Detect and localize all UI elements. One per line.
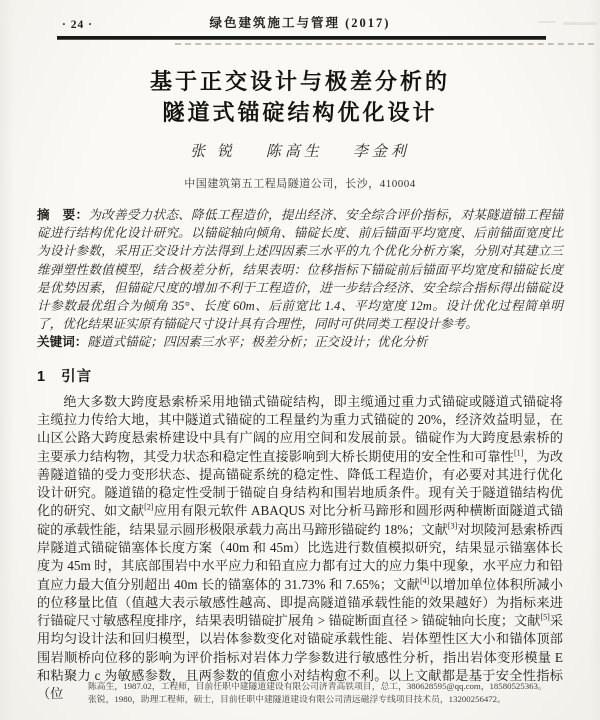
abstract (37, 206, 563, 333)
keywords-label: 关键词： (37, 335, 88, 350)
keywords-text: 隧道式锚碇；四因素三水平；极差分析；正交设计；优化分析 (87, 335, 428, 350)
footnote-separator (106, 674, 120, 676)
header-rule (57, 36, 546, 39)
author-3: 李金利 (352, 144, 410, 160)
keywords (37, 333, 563, 351)
section-number: 1 (37, 368, 47, 385)
abstract-text: 为改善受力状态、降低工程造价，提出经济、安全综合评价指标，对某隧道锚工程锚碇进行结构优化设计研究。以锚碇轴向倾角、锚碇长度、前后锚面平均宽度、后前锚面宽度比为设计参数，采用正交设计方法得到上述四因素三水平的九个优化分析方案，分别对其建立三维弹塑性数值模型，结合极差分析，结果表明：位移指标下锚碇前后锚面平均宽度和锚碇长度是优势因素，但锚碇尺度的增加不利于工程造价，进一步结合经济、安全综合指标得出锚碇设计参数最优组合为倾角 35°、长度 60m、后前宽比 1.4、平均宽度 12m。设计优化过程简单明了，优化结果证实原有锚碇尺寸设计具有合理性，同时可供同类工程设计参考。 (37, 208, 564, 332)
scan-smudge (563, 22, 597, 25)
body-paragraph: 绝大多数大跨度悬索桥采用地锚式锚碇结构，即主缆通过重力式锚碇或隧道式锚碇将主缆拉力传给大地，其中隧道式锚碇的工程量约为重力式锚碇的 20%，经济效益明显，在山区公路大跨度悬索桥建设中具有广阔的应用空间和发展前景。锚碇作为大跨度悬索桥的主要承力结构物，其受力状态和稳定性直接影响到大桥长期使用的安全性和可靠性[1]，为改善隧道锚的受力变形状态、提高锚碇系统的稳定性、降低工程造价，有必要对其进行优化设计研究。隧道锚的稳定性受制于锚碇自身结构和围岩地质条件。现有关于隧道锚结构优化的研究、如文献[2]应用有限元软件 ABAQUS 对比分析马蹄形和圆形两种横断面隧道式锚碇的承载性能，结果显示圆形极限承载力高出马蹄形锚碇约 18%；文献[3]对坝陵河悬索桥西岸隧道式锚碇锚塞体长度方案（40m 和 45m）比选进行数值模拟研究，结果显示锚塞体长度为 45m 时，其底部围岩中水平应力和铅直应力都有过大的应力集中现象，水平应力和铅直应力最大值分别超出 40m 长的锚塞体的 31.73% 和 7.65%；文献[4]以增加单位体积所减小的位移量比值（值越大表示敏感性越高、即提高隧道锚承载性能的效果越好）为指标来进行锚碇尺寸敏感程度排序，结果表明锚碇扩展角 > 锚碇断面直径 > 锚碇轴向长度；文献[5]采用均匀设计法和回归模型，以岩体参数变化对锚碇承载性能、岩体塑性区大小和锚体顶部围岩顺桥向位移的影响为评价指标对岩体力学参数进行敏感性分析，指出岩体变形模量 E 和粘聚力 c 为敏感参数，且两参数的值愈小对结构愈不利。以上文献都是基于安全性指标（位 (37, 393, 564, 702)
author-2: 陈高生 (265, 144, 323, 160)
section-title: 引言 (61, 368, 93, 385)
page-number: · 24 · (62, 19, 93, 31)
section-heading (37, 365, 563, 386)
article-title (30, 66, 570, 128)
footnote-block (88, 674, 578, 706)
affiliation: 中国建筑第五工程局隧道公司，长沙，410004 (184, 178, 416, 190)
author-list (0, 140, 600, 161)
journal-title: 绿色建筑施工与管理 (2017) (209, 16, 391, 30)
title-line-1: 基于正交设计与极差分析的 (149, 69, 450, 94)
author-1: 张 锐 (190, 144, 236, 160)
abstract-label: 摘 要： (37, 208, 89, 222)
footnote-1: 陈高生，1987.02，工程师，目前任职中建隧道建设有限公司济青高铁项目，总工，380628595@qq.com，18580525363。 (88, 681, 547, 691)
footnote-2: 张锐，1980，助理工程师，硕士，目前任职中建隧道建设有限公司清远磁浮专线项目技术员，13200256472。 (88, 694, 506, 704)
scan-smudge (538, 21, 556, 23)
title-line-2: 隧道式锚碇结构优化设计 (162, 100, 438, 125)
header-rule-ghost (175, 43, 594, 45)
journal-header (0, 0, 600, 31)
